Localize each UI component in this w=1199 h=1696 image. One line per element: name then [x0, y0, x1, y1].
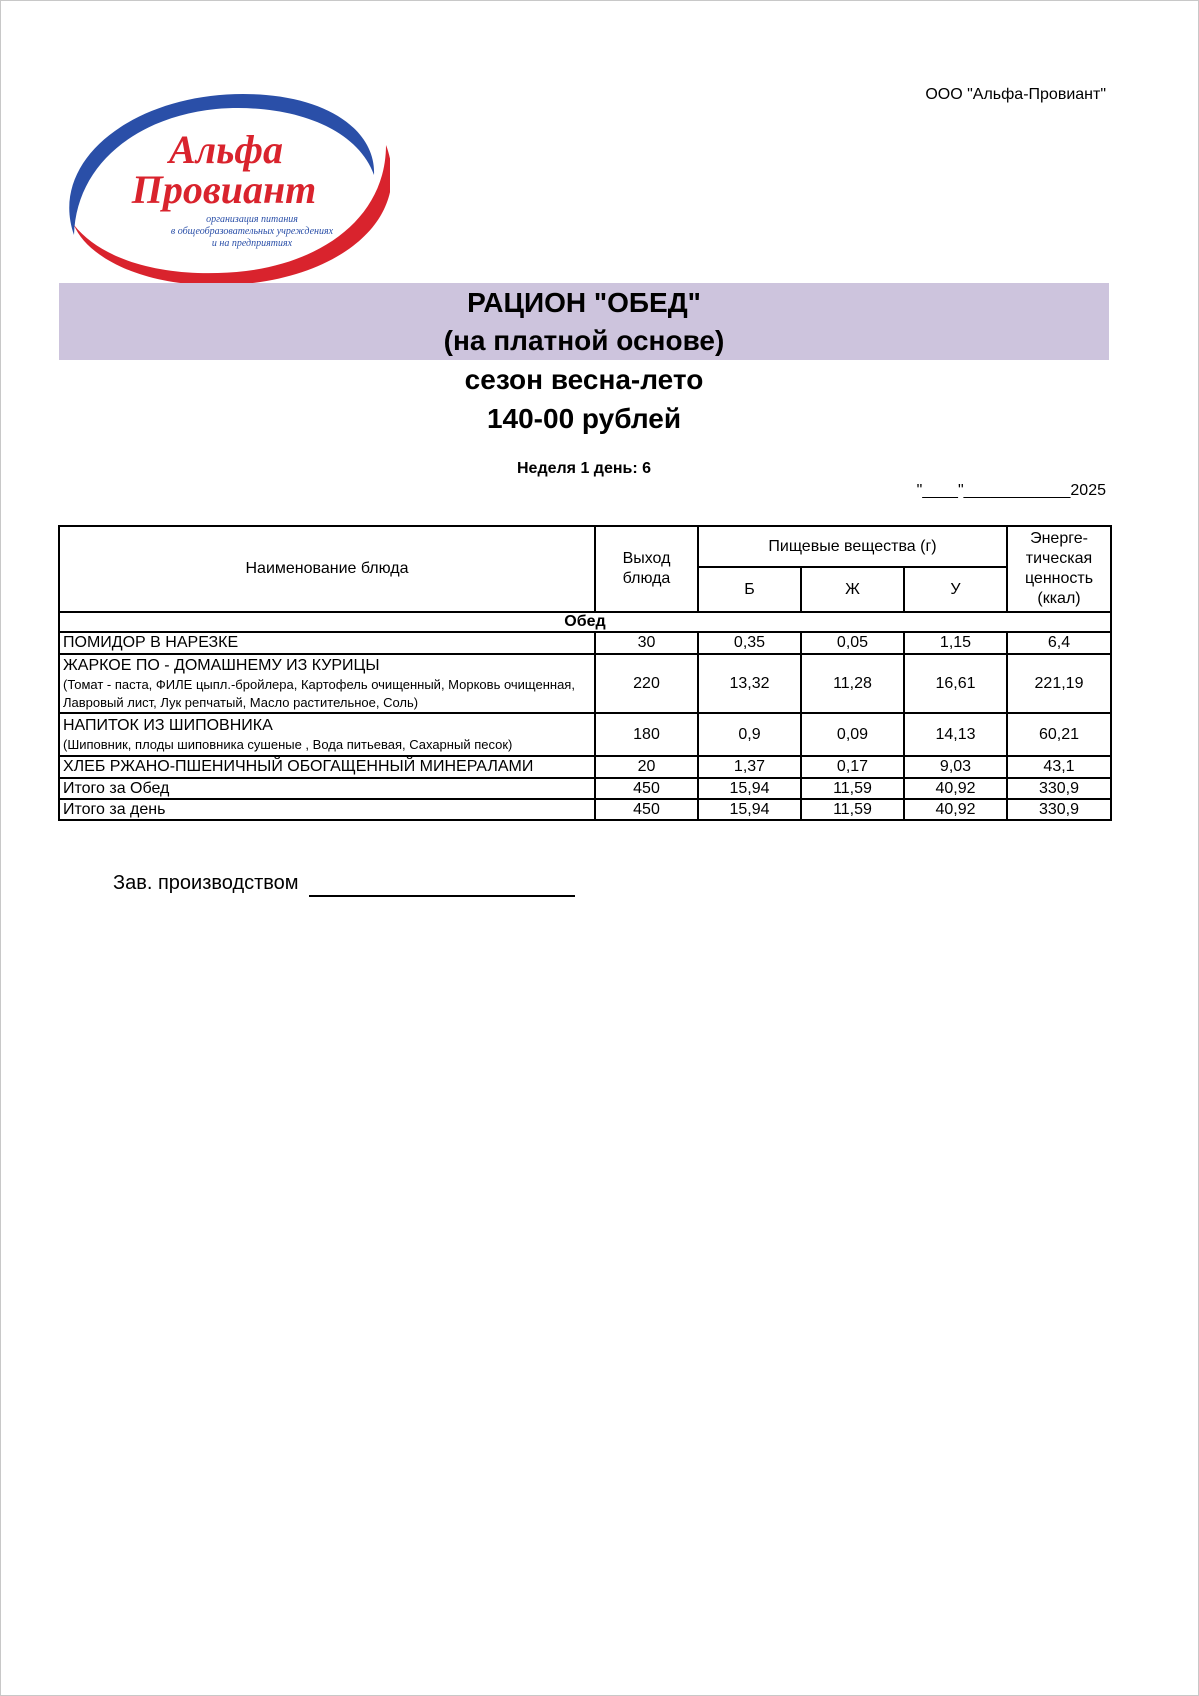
menu-table	[58, 525, 1112, 821]
header-yield: Выход блюда	[595, 526, 698, 612]
table-row	[59, 756, 1111, 778]
total-lunch-energy: 330,9	[1007, 778, 1111, 799]
dish-name: ЖАРКОЕ ПО - ДОМАШНЕМУ ИЗ КУРИЦЫ	[63, 656, 380, 674]
dish-name: ПОМИДОР В НАРЕЗКЕ	[63, 634, 239, 651]
dish-b: 13,32	[698, 654, 801, 713]
section-header: Обед	[59, 612, 1111, 632]
total-lunch-row	[59, 778, 1111, 799]
dish-ingredients: (Шиповник, плоды шиповника сушеные , Вода питьевая, Сахарный песок)	[63, 736, 513, 752]
header-name: Наименование блюда	[59, 526, 595, 612]
company-name: ООО "Альфа-Провиант"	[925, 86, 1106, 103]
header-u: У	[904, 567, 1007, 612]
logo-line1: Альфа	[168, 127, 284, 172]
signature-line[interactable]	[309, 895, 575, 897]
logo-line2: Провиант	[131, 167, 317, 212]
dish-yield: 30	[595, 632, 698, 654]
total-day-row	[59, 799, 1111, 820]
total-day-yield: 450	[595, 799, 698, 820]
dish-ingredients: (Томат - паста, ФИЛЕ цыпл.-бройлера, Картофель очищенный, Морковь очищенная, Лавровый лист, Лук репчатый, Масло растительное, Соль)	[63, 676, 575, 710]
total-day-b: 15,94	[698, 799, 801, 820]
header-zh: Ж	[801, 567, 904, 612]
total-day-energy: 330,9	[1007, 799, 1111, 820]
dish-u: 9,03	[904, 756, 1007, 778]
dish-zh: 0,17	[801, 756, 904, 778]
header-energy: Энерге-тическая ценность (ккал)	[1007, 526, 1111, 612]
dish-yield: 20	[595, 756, 698, 778]
dish-name: ХЛЕБ РЖАНО-ПШЕНИЧНЫЙ ОБОГАЩЕННЫЙ МИНЕРАЛАМИ	[63, 758, 534, 775]
signature-label: Зав. производством	[113, 872, 299, 894]
header-b: Б	[698, 567, 801, 612]
total-lunch-u: 40,92	[904, 778, 1007, 799]
total-lunch-yield: 450	[595, 778, 698, 799]
ration-subtitle: (на платной основе)	[443, 325, 725, 356]
week-day-label: Неделя 1 день: 6	[516, 460, 652, 477]
dish-u: 16,61	[904, 654, 1007, 713]
dish-energy: 43,1	[1007, 756, 1111, 778]
table-row	[59, 654, 1111, 713]
dish-energy: 60,21	[1007, 713, 1111, 756]
dish-yield: 180	[595, 713, 698, 756]
dish-u: 1,15	[904, 632, 1007, 654]
company-logo	[56, 85, 390, 289]
logo-tagline3: и на предприятиях	[211, 238, 293, 249]
dish-b: 0,9	[698, 713, 801, 756]
dish-energy: 6,4	[1007, 632, 1111, 654]
total-lunch-zh: 11,59	[801, 778, 904, 799]
header-nutrients: Пищевые вещества (г)	[698, 526, 1007, 567]
dish-zh: 11,28	[801, 654, 904, 713]
ration-title: РАЦИОН "ОБЕД"	[467, 287, 701, 318]
dish-zh: 0,09	[801, 713, 904, 756]
table-row	[59, 632, 1111, 654]
dish-energy: 221,19	[1007, 654, 1111, 713]
total-day-label: Итого за день	[59, 799, 595, 820]
dish-b: 1,37	[698, 756, 801, 778]
dish-b: 0,35	[698, 632, 801, 654]
price-line: 140-00 рублей	[486, 403, 682, 434]
dish-yield: 220	[595, 654, 698, 713]
table-row	[59, 713, 1111, 756]
season-line: сезон весна-лето	[464, 364, 704, 395]
total-day-zh: 11,59	[801, 799, 904, 820]
logo-tagline1: организация питания	[206, 214, 298, 225]
total-lunch-b: 15,94	[698, 778, 801, 799]
date-field: "____"____________2025	[916, 482, 1106, 499]
dish-zh: 0,05	[801, 632, 904, 654]
total-day-u: 40,92	[904, 799, 1007, 820]
total-lunch-label: Итого за Обед	[59, 778, 595, 799]
logo-tagline2: в общеобразовательных учреждениях	[170, 226, 334, 237]
dish-name: НАПИТОК ИЗ ШИПОВНИКА	[63, 716, 273, 734]
dish-u: 14,13	[904, 713, 1007, 756]
